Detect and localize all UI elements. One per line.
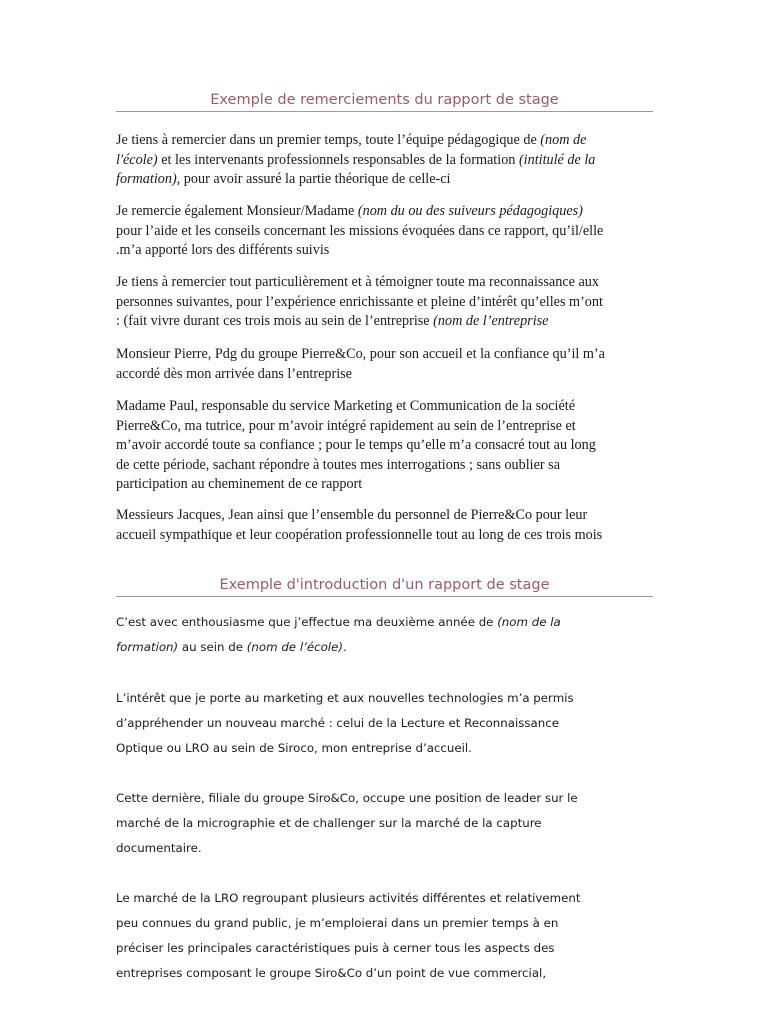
text-line: marché de la micrographie et de challenger sur la marché de la capture bbox=[116, 816, 542, 830]
italic-run: (nom du ou des suiveurs pédagogiques) bbox=[357, 203, 583, 219]
text-line: peu connues du grand public, je m’emploierai dans un premier temps à en bbox=[116, 916, 559, 930]
text-line: .m’a apporté lors des différents suivis bbox=[116, 242, 330, 258]
italic-run: formation) bbox=[116, 171, 177, 187]
italic-run: (nom de l’école) bbox=[246, 640, 343, 654]
thanks-paragraph-5 bbox=[116, 397, 656, 495]
text-line: accordé dès mon arrivée dans l’entreprise bbox=[116, 365, 352, 382]
text-run: et les intervenants professionnels responsables de la formation bbox=[157, 151, 519, 168]
text-line: Madame Paul, responsable du service Marketing et Communication de la société bbox=[116, 398, 575, 414]
text-line: Optique ou LRO au sein de Siroco, mon entreprise d’accueil. bbox=[116, 741, 472, 755]
heading-thanks: Exemple de remerciements du rapport de stage bbox=[116, 92, 653, 112]
italic-run: (nom de bbox=[540, 132, 587, 148]
text-line: personnes suivantes, pour l’expérience enrichissante et pleine d’intérêt qu’elles m’ont bbox=[116, 293, 603, 310]
italic-run: (nom de la bbox=[497, 615, 561, 629]
thanks-paragraph-1 bbox=[116, 131, 656, 190]
text-line: pour l’aide et les conseils concernant les missions évoquées dans ce rapport, qu’il/elle bbox=[116, 222, 604, 239]
italic-run: (intitulé de la bbox=[518, 151, 596, 168]
text-run: : (fait vivre durant ces trois mois au sein de l’entreprise bbox=[116, 313, 434, 329]
italic-run: (nom de l’entreprise bbox=[433, 313, 549, 329]
text-line: Pierre&Co, ma tutrice, pour m’avoir intégré rapidement au sein de l’entreprise et bbox=[116, 417, 576, 434]
text-line: d’appréhender un nouveau marché : celui de la Lecture et Reconnaissance bbox=[116, 716, 559, 730]
text-line: Je tiens à remercier tout particulièrement et à témoigner toute ma reconnaissance aux bbox=[116, 274, 599, 290]
text-line: Monsieur Pierre, Pdg du groupe Pierre&Co, pour son accueil et la confiance qu’il m’a bbox=[116, 346, 605, 362]
intro-paragraph-4 bbox=[116, 886, 656, 986]
text-run: , pour avoir assuré la partie théorique de celle-ci bbox=[176, 171, 451, 187]
thanks-paragraph-2 bbox=[116, 202, 656, 261]
text-line: accueil sympathique et leur coopération professionnelle tout au long de ces trois mois bbox=[116, 526, 603, 543]
thanks-paragraph-6 bbox=[116, 506, 656, 545]
text-run: Je tiens à remercier dans un premier temps, toute l’équipe pédagogique de bbox=[116, 132, 541, 148]
text-run: . bbox=[342, 640, 347, 654]
text-line: participation au cheminement de ce rapport bbox=[116, 476, 363, 492]
intro-paragraph-2 bbox=[116, 686, 656, 761]
intro-paragraph-3 bbox=[116, 786, 656, 861]
text-line: documentaire. bbox=[116, 841, 202, 855]
text-run: Je remercie également Monsieur/Madame bbox=[116, 203, 358, 219]
heading-intro: Exemple d'introduction d'un rapport de stage bbox=[116, 577, 653, 597]
text-line: Cette dernière, filiale du groupe Siro&Co, occupe une position de leader sur le bbox=[116, 791, 578, 805]
thanks-paragraph-3 bbox=[116, 273, 656, 332]
text-line: préciser les principales caractéristiques puis à cerner tous les aspects des bbox=[116, 941, 555, 955]
text-line: Messieurs Jacques, Jean ainsi que l’ensemble du personnel de Pierre&Co pour leur bbox=[116, 507, 588, 523]
text-run: C’est avec enthousiasme que j’effectue ma deuxième année de bbox=[116, 615, 498, 629]
text-line: m’avoir accordé toute sa confiance ; pour le temps qu’elle m’a consacré tout au long bbox=[116, 437, 596, 453]
thanks-paragraph-4 bbox=[116, 345, 656, 384]
text-run: au sein de bbox=[178, 640, 247, 654]
intro-paragraph-1 bbox=[116, 610, 656, 660]
text-line: Le marché de la LRO regroupant plusieurs activités différentes et relativement bbox=[116, 891, 581, 905]
italic-run: formation) bbox=[116, 640, 179, 654]
text-line: L’intérêt que je porte au marketing et aux nouvelles technologies m’a permis bbox=[116, 691, 574, 705]
italic-run: l'école) bbox=[116, 151, 158, 168]
text-line: de cette période, sachant répondre à toutes mes interrogations ; sans oublier sa bbox=[116, 456, 560, 473]
text-line: entreprises composant le groupe Siro&Co d’un point de vue commercial, bbox=[116, 966, 547, 980]
